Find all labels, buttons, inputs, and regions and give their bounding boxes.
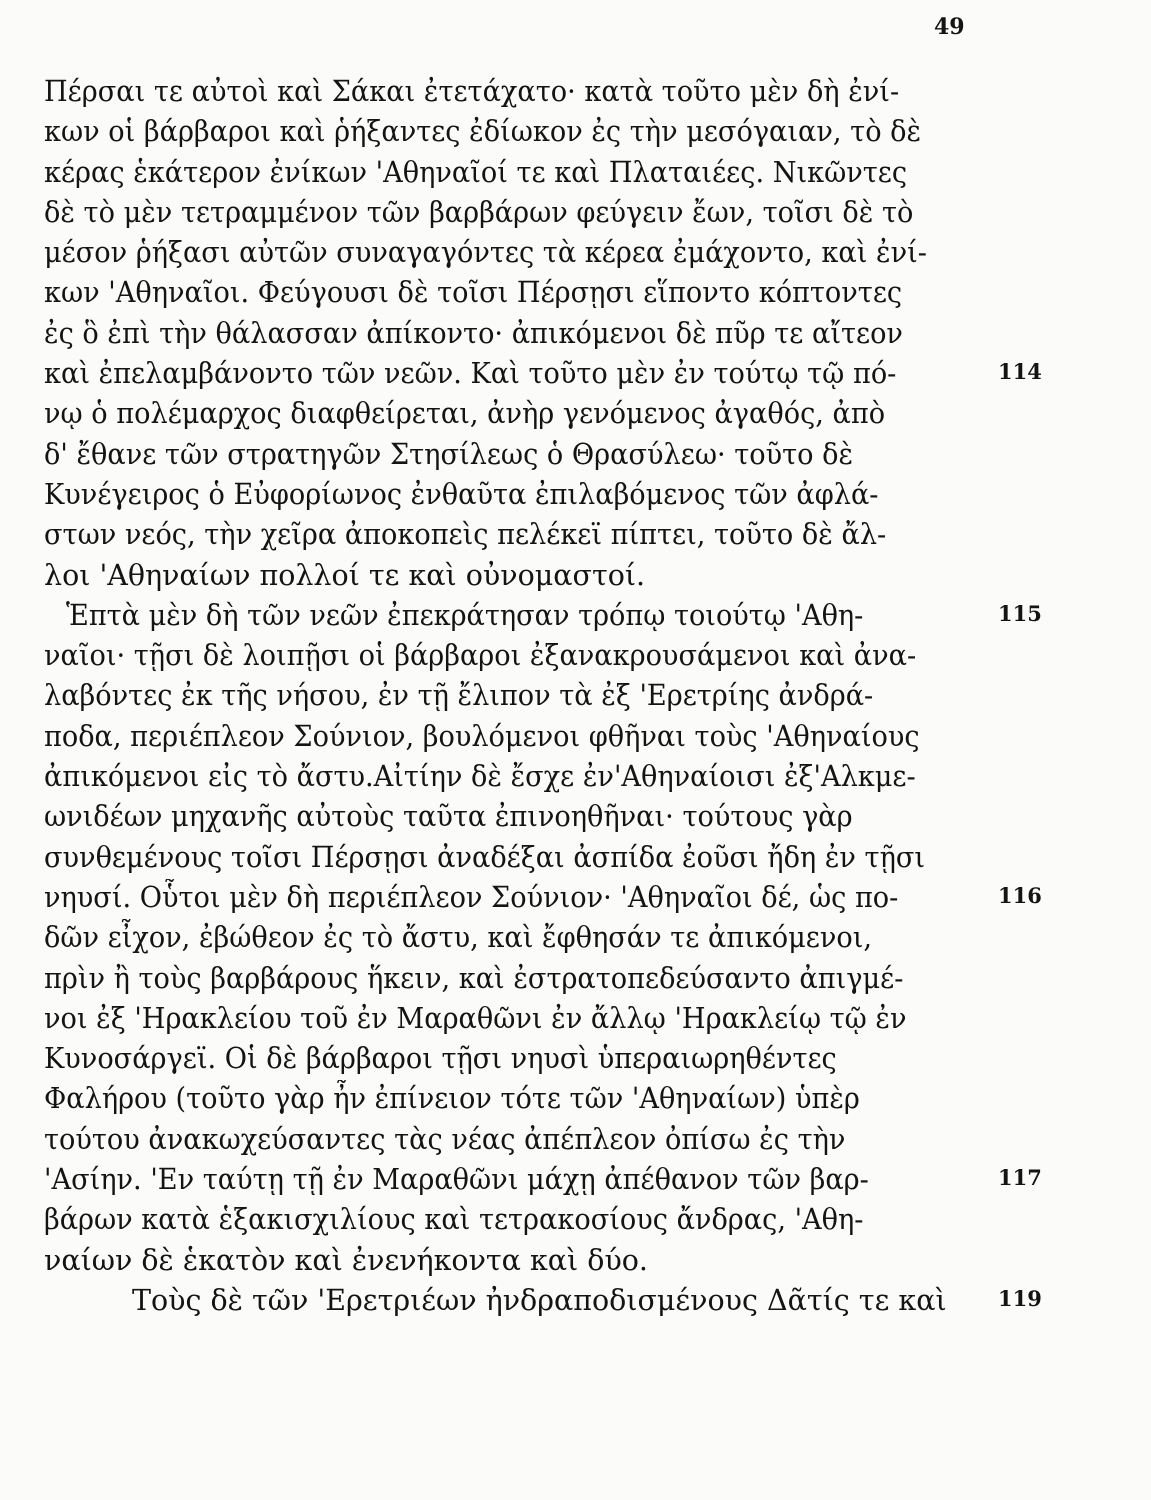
text-line — [44, 717, 994, 757]
line-text: νοι ἐξ 'Ηρακλείου τοῦ ἐν Μαραθῶνι ἐν ἄλλῳ 'Ηρακλείῳ τῷ ἐν — [44, 1001, 907, 1035]
line-text: νηυσί. Οὗτοι μὲν δὴ περιέπλεον Σούνιον· 'Αθηναῖοι δέ, ὡς πο- — [44, 880, 899, 914]
section-number: 119 — [998, 1285, 1042, 1311]
text-line — [44, 596, 1042, 636]
section-number: 116 — [998, 882, 1042, 908]
line-text: κων 'Αθηναῖοι. Φεύγουσι δὲ τοῖσι Πέρσῃσι εἵποντο κόπτοντες — [44, 276, 903, 310]
text-line — [44, 1200, 994, 1240]
line-text: 'Ασίην. 'Εν ταύτῃ τῇ ἐν Μαραθῶνι μάχῃ ἀπέθανον τῶν βαρ- — [44, 1163, 869, 1197]
page-number: 49 — [934, 14, 965, 40]
line-text: λοι 'Αθηναίων πολλοί τε καὶ οὐνομαστοί. — [44, 558, 646, 592]
text-line — [44, 1160, 1042, 1200]
text-line — [44, 999, 994, 1039]
text-line — [44, 1120, 994, 1160]
text-line — [44, 1241, 994, 1281]
line-text: δ' ἔθανε τῶν στρατηγῶν Στησίλεως ὁ Θρασύλεω· τοῦτο δὲ — [44, 437, 854, 471]
greek-text-body — [44, 72, 1042, 1321]
line-text: δὲ τὸ μὲν τετραμμένον τῶν βαρβάρων φεύγειν ἔων, τοῖσι δὲ τὸ — [44, 195, 914, 229]
text-line — [44, 394, 994, 434]
line-text: λαβόντες ἐκ τῆς νήσου, ἐν τῇ ἔλιπον τὰ ἐξ 'Ερετρίης ἀνδρά- — [44, 679, 874, 713]
line-text: Κυνέγειρος ὁ Εὐφορίωνος ἐνθαῦτα ἐπιλαβόμενος τῶν ἀφλά- — [44, 477, 879, 511]
line-text: στων νεός, τὴν χεῖρα ἀποκοπεὶς πελέκεϊ πίπτει, τοῦτο δὲ ἄλ- — [44, 518, 887, 552]
text-line — [44, 1039, 994, 1079]
text-line — [44, 838, 994, 878]
text-line — [44, 193, 994, 233]
text-line — [44, 676, 994, 716]
text-line — [44, 797, 994, 837]
line-text: νῳ ὁ πολέμαρχος διαφθείρεται, ἀνὴρ γενόμενος ἀγαθός, ἀπὸ — [44, 397, 886, 431]
line-text: βάρων κατὰ ἑξακισχιλίους καὶ τετρακοσίους ἄνδρας, 'Αθη- — [44, 1203, 864, 1237]
line-text: ναίων δὲ ἑκατὸν καὶ ἐνενήκοντα καὶ δύο. — [44, 1243, 648, 1277]
line-text: συνθεμένους τοῖσι Πέρσῃσι ἀναδέξαι ἀσπίδα ἐοῦσι ἤδη ἐν τῇσι — [44, 840, 926, 874]
text-line — [44, 556, 994, 596]
line-text: Φαλήρου (τοῦτο γὰρ ἦν ἐπίνειον τότε τῶν 'Αθηναίων) ὑπὲρ — [44, 1082, 860, 1116]
line-text: ναῖοι· τῇσι δὲ λοιπῇσι οἱ βάρβαροι ἐξανακρουσάμενοι καὶ ἀνα- — [44, 639, 917, 673]
line-text: Ἑπτὰ μὲν δὴ τῶν νεῶν ἐπεκράτησαν τρόπῳ τοιούτῳ 'Αθη- — [66, 598, 864, 632]
text-line — [44, 273, 994, 313]
text-line — [44, 314, 994, 354]
line-text: κέρας ἑκάτερον ἐνίκων 'Αθηναῖοί τε καὶ Πλαταιέες. Νικῶντες — [44, 155, 908, 189]
section-number: 117 — [998, 1165, 1042, 1191]
text-line — [44, 918, 994, 958]
section-number: 115 — [998, 600, 1042, 626]
line-text: καὶ ἐπελαμβάνοντο τῶν νεῶν. Καὶ τοῦτο μὲν ἐν τούτῳ τῷ πό- — [44, 357, 897, 391]
line-text: ωνιδέων μηχανῆς αὐτοὺς ταῦτα ἐπινοηθῆναι· τούτους γὰρ — [44, 800, 853, 834]
line-text: Τοὺς δὲ τῶν 'Ερετριέων ἠνδραποδισμένους Δᾶτίς τε καὶ — [132, 1283, 947, 1317]
line-text: Πέρσαι τε αὐτοὶ καὶ Σάκαι ἐτετάχατο· κατὰ τοῦτο μὲν δὴ ἐνί- — [44, 75, 900, 108]
line-text: τούτου ἀνακωχεύσαντες τὰς νέας ἀπέπλεον ὀπίσω ἐς τὴν — [44, 1122, 846, 1156]
text-line — [44, 72, 994, 112]
text-line — [44, 112, 994, 152]
section-number: 114 — [998, 359, 1042, 385]
text-line — [44, 1079, 994, 1119]
text-line — [44, 959, 994, 999]
line-text: ἐς ὃ ἐπὶ τὴν θάλασσαν ἀπίκοντο· ἀπικόμενοι δὲ πῦρ τε αἴτεον — [44, 316, 903, 350]
line-text: ἀπικόμενοι εἰς τὸ ἄστυ.Αἰτίην δὲ ἔσχε ἐν'Αθηναίοισι ἐξ'Αλκμε- — [44, 760, 916, 794]
text-line — [44, 475, 994, 515]
text-line — [44, 153, 994, 193]
line-text: δῶν εἶχον, ἐβώθεον ἐς τὸ ἄστυ, καὶ ἔφθησάν τε ἀπικόμενοι, — [44, 921, 873, 955]
line-text: ποδα, περιέπλεον Σούνιον, βουλόμενοι φθῆναι τοὺς 'Αθηναίους — [44, 719, 920, 753]
text-line — [44, 757, 994, 797]
line-text: μέσον ῥήξασι αὐτῶν συναγαγόντες τὰ κέρεα ἐμάχοντο, καὶ ἐνί- — [44, 236, 927, 270]
text-line — [44, 636, 994, 676]
text-line — [44, 878, 1042, 918]
text-line — [44, 1281, 1042, 1321]
line-text: κων οἱ βάρβαροι καὶ ῥήξαντες ἐδίωκον ἐς τὴν μεσόγαιαν, τὸ δὲ — [44, 115, 922, 149]
text-line — [44, 354, 1042, 394]
text-line — [44, 233, 994, 273]
text-line — [44, 435, 994, 475]
text-line — [44, 515, 994, 555]
line-text: πρὶν ἢ τοὺς βαρβάρους ἥκειν, καὶ ἐστρατοπεδεύσαντο ἀπιγμέ- — [44, 961, 904, 995]
line-text: Κυνοσάργεϊ. Οἱ δὲ βάρβαροι τῇσι νηυσὶ ὑπεραιωρηθέντες — [44, 1042, 837, 1076]
